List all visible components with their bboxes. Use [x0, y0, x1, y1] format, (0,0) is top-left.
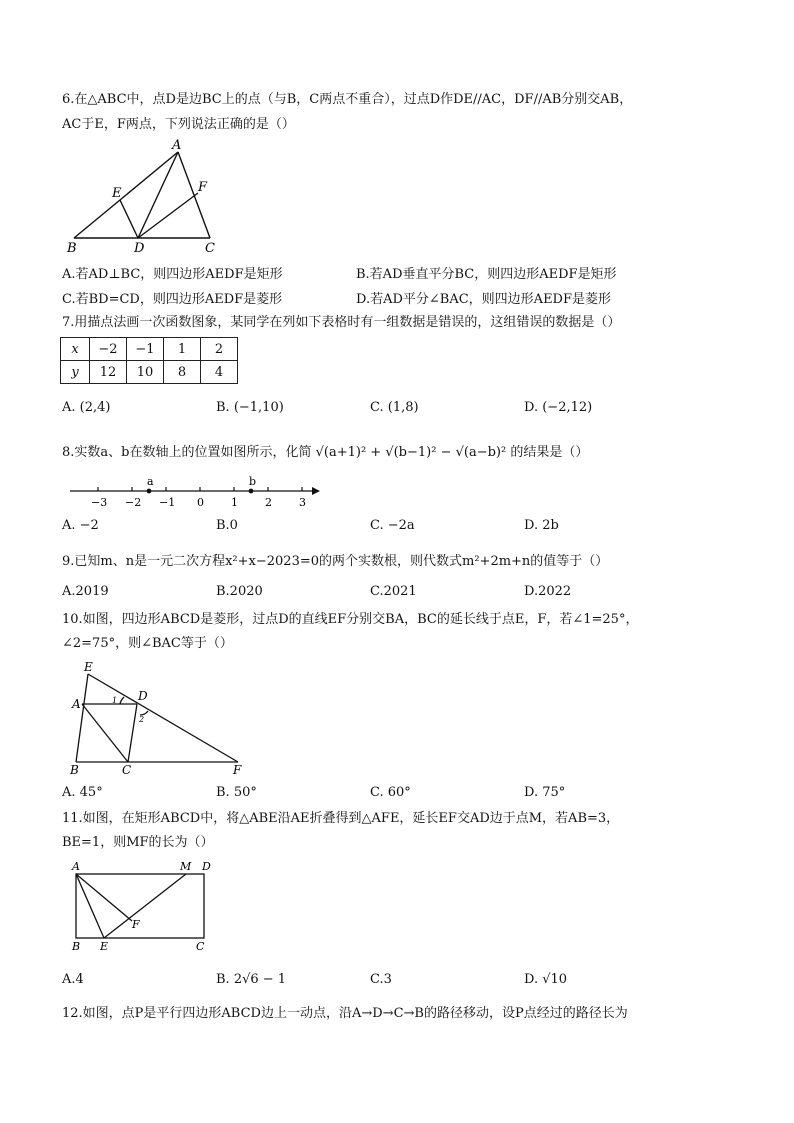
q9-option-d: D.2022 [524, 584, 572, 599]
q6-label-e: E [112, 186, 122, 201]
q11-stem-line1: 11.如图，在矩形ABCD中，将△ABE沿AE折叠得到△AFE，延长EF交AD边于点M，若AB=3， [62, 811, 620, 826]
q11-label-e: E [100, 940, 109, 953]
q10-option-d: D. 75° [524, 785, 566, 800]
table-cell: x [61, 338, 90, 361]
q11-label-a: A [72, 860, 80, 873]
numberline-tick-label: 0 [197, 496, 204, 509]
q10-option-b: B. 50° [216, 785, 257, 800]
q9-stem: 9.已知m、n是一元二次方程x²+x−2023=0的两个实数根，则代数式m²+2m+n的值等于（） [62, 554, 609, 569]
q11-label-c: C [196, 940, 205, 953]
table-cell: 2 [201, 338, 238, 361]
q10-label-c: C [122, 763, 132, 777]
table-row [61, 338, 238, 361]
q7-option-d: D. (−2,12) [524, 400, 593, 415]
q6-stem-line2: AC于E，F两点，下列说法正确的是（） [62, 117, 295, 132]
q11-stem-line2: BE=1，则MF的长为（） [62, 835, 214, 850]
q10-label-1: 1 [112, 696, 118, 705]
q6-option-d: D.若AD平分∠BAC，则四边形AEDF是菱形 [356, 292, 612, 307]
q11-option-a: A.4 [62, 972, 84, 987]
q10-rhombus-figure [62, 660, 252, 778]
q10-label-a: A [72, 697, 81, 711]
q6-label-d: D [134, 241, 145, 256]
q11-option-c: C.3 [370, 972, 392, 987]
q11-rectangle-figure [62, 858, 222, 956]
table-cell: y [61, 361, 90, 384]
q10-label-2: 2 [139, 715, 145, 724]
q11-label-f: F [132, 918, 140, 931]
q10-label-d: D [138, 689, 148, 703]
q10-option-c: C. 60° [370, 785, 411, 800]
q11-option-b: B. 2√6 − 1 [216, 972, 287, 987]
q7-option-b: B. (−1,10) [216, 400, 284, 415]
q11-label-d: D [202, 860, 211, 873]
q6-option-a: A.若AD⊥BC，则四边形AEDF是矩形 [62, 267, 283, 282]
q7-stem: 7.用描点法画一次函数图象，某同学在列如下表格时有一组数据是错误的，这组错误的数据是（） [62, 315, 621, 330]
q8-label-a: a [147, 475, 154, 488]
q9-option-b: B.2020 [216, 584, 263, 599]
q7-option-c: C. (1,8) [370, 400, 419, 415]
table-cell: 10 [127, 361, 164, 384]
q8-stem: 8.实数a、b在数轴上的位置如图所示，化简 √(a+1)² + √(b−1)² − √(a−b)² 的结果是（） [62, 445, 589, 460]
q6-label-b: B [67, 241, 77, 256]
q8-number-line [62, 474, 332, 510]
table-cell: 1 [164, 338, 201, 361]
q6-label-a: A [172, 138, 182, 153]
q6-label-f: F [198, 180, 208, 195]
q6-triangle-figure [62, 138, 242, 258]
numberline-tick-label: −2 [125, 496, 142, 509]
q11-label-b: B [72, 940, 81, 953]
numberline-tick-label: 2 [265, 496, 272, 509]
q10-label-b: B [70, 763, 79, 777]
q6-label-c: C [205, 241, 215, 256]
q10-label-f: F [233, 763, 242, 777]
q10-option-a: A. 45° [62, 785, 103, 800]
table-cell: 12 [90, 361, 127, 384]
q6-option-c: C.若BD=CD，则四边形AEDF是菱形 [62, 292, 283, 307]
q10-label-e: E [84, 660, 93, 674]
table-cell: −1 [127, 338, 164, 361]
q9-option-c: C.2021 [370, 584, 417, 599]
q8-option-b: B.0 [216, 518, 238, 533]
q7-option-a: A. (2,4) [62, 400, 111, 415]
numberline-tick-label: 3 [299, 496, 306, 509]
q6-option-b: B.若AD垂直平分BC，则四边形AEDF是矩形 [356, 267, 617, 282]
numberline-tick-label: −3 [91, 496, 108, 509]
q8-option-d: D. 2b [524, 518, 559, 533]
table-cell: −2 [90, 338, 127, 361]
q8-point-b [249, 489, 254, 494]
q10-stem-line1: 10.如图，四边形ABCD是菱形，过点D的直线EF分别交BA，BC的延长线于点E，F，若∠1=25°， [62, 612, 639, 627]
table-cell: 4 [201, 361, 238, 384]
numberline-tick-label: −1 [159, 496, 176, 509]
q9-option-a: A.2019 [62, 584, 109, 599]
q6-stem-line1: 6.在△ABC中，点D是边BC上的点（与B，C两点不重合），过点D作DE//AC，DF//AB分别交AB， [62, 92, 633, 107]
table-cell: 8 [164, 361, 201, 384]
q8-option-a: A. −2 [62, 518, 99, 533]
q12-stem: 12.如图，点P是平行四边形ABCD边上一动点，沿A→D→C→B的路径移动，设P点经过的路径长为 [62, 1006, 628, 1021]
q11-option-d: D. √10 [524, 972, 568, 987]
q8-option-c: C. −2a [370, 518, 415, 533]
q7-value-table [60, 337, 238, 384]
q10-stem-line2: ∠2=75°，则∠BAC等于（） [62, 636, 233, 651]
q11-label-m: M [180, 860, 192, 873]
table-row [61, 361, 238, 384]
numberline-tick-label: 1 [231, 496, 238, 509]
q8-label-b: b [249, 475, 257, 488]
q8-point-a [147, 489, 152, 494]
